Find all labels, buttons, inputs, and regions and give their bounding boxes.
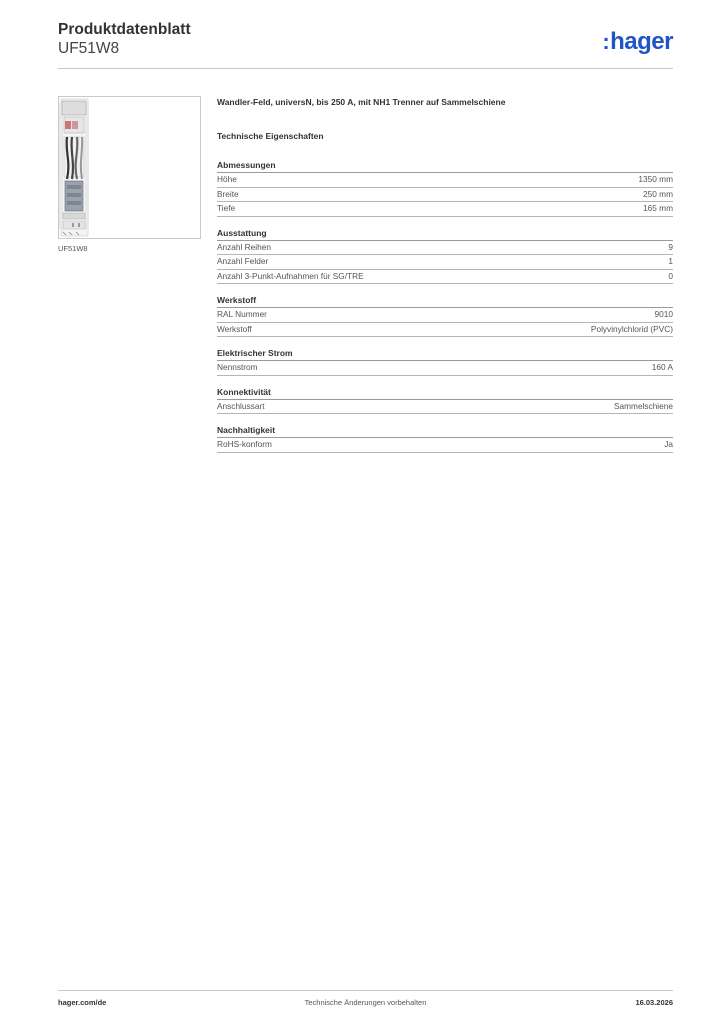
image-caption: UF51W8 — [58, 244, 88, 253]
property-value: 9010 — [654, 309, 673, 319]
property-value: Polyvinylchlorid (PVC) — [590, 323, 673, 334]
property-label: RAL Nummer — [217, 309, 267, 319]
product-image — [58, 96, 201, 239]
property-row — [217, 241, 673, 256]
property-section — [217, 225, 673, 285]
property-section — [217, 345, 673, 376]
logo-dots-icon: : — [602, 29, 610, 54]
property-value: 160 A — [651, 362, 673, 372]
property-value: 1350 mm — [638, 174, 673, 184]
page-header — [58, 20, 673, 68]
hager-logo — [602, 28, 673, 56]
section-title: Konnektivität — [217, 384, 673, 400]
property-label: Breite — [217, 188, 239, 199]
property-value: 9 — [668, 241, 673, 252]
property-row — [217, 255, 673, 270]
section-title: Abmessungen — [217, 157, 673, 173]
document-title: Produktdatenblatt — [58, 21, 191, 38]
property-row — [217, 438, 673, 453]
footer-website: hager.com/de — [58, 998, 107, 1007]
tech-heading: Technische Eigenschaften — [217, 131, 324, 141]
property-label: Anzahl Reihen — [217, 241, 271, 252]
header-divider — [58, 68, 673, 69]
property-section — [217, 157, 673, 217]
logo-text: hager — [610, 28, 673, 55]
property-value: Ja — [664, 439, 673, 449]
product-code: UF51W8 — [58, 40, 120, 57]
property-label: Höhe — [217, 174, 237, 184]
product-details — [217, 96, 673, 453]
property-value: 250 mm — [643, 188, 673, 199]
property-row — [217, 188, 673, 203]
footer-notice: Technische Änderungen vorbehalten — [304, 998, 427, 1007]
property-label: Werkstoff — [217, 323, 252, 334]
section-title: Werkstoff — [217, 292, 673, 308]
property-label: Tiefe — [217, 203, 236, 213]
section-title: Elektrischer Strom — [217, 345, 673, 361]
property-value: Sammelschiene — [613, 400, 673, 411]
property-section — [217, 292, 673, 337]
property-label: Nennstrom — [217, 362, 258, 372]
property-row — [217, 361, 673, 376]
properties-sections — [217, 157, 673, 453]
property-label: RoHS-konform — [217, 439, 272, 449]
property-label: Anzahl 3-Punkt-Aufnahmen für SG/TRE — [217, 270, 364, 281]
property-row — [217, 323, 673, 338]
property-row — [217, 270, 673, 285]
property-label: Anzahl Felder — [217, 256, 269, 266]
section-title: Ausstattung — [217, 225, 673, 241]
property-section — [217, 384, 673, 415]
property-row — [217, 400, 673, 415]
property-row — [217, 308, 673, 323]
property-label: Anschlussart — [217, 400, 265, 411]
section-title: Nachhaltigkeit — [217, 422, 673, 438]
footer-date: 16.03.2026 — [635, 998, 673, 1007]
property-row — [217, 202, 673, 217]
property-value: 1 — [668, 256, 673, 266]
property-value: 0 — [668, 270, 673, 281]
property-section — [217, 422, 673, 453]
product-description: Wandler-Feld, universN, bis 250 A, mit NH1 Trenner auf Sammelschiene — [217, 97, 506, 107]
property-row — [217, 173, 673, 188]
footer-divider — [58, 990, 673, 991]
property-value: 165 mm — [643, 203, 673, 213]
product-photo-icon — [59, 97, 200, 238]
